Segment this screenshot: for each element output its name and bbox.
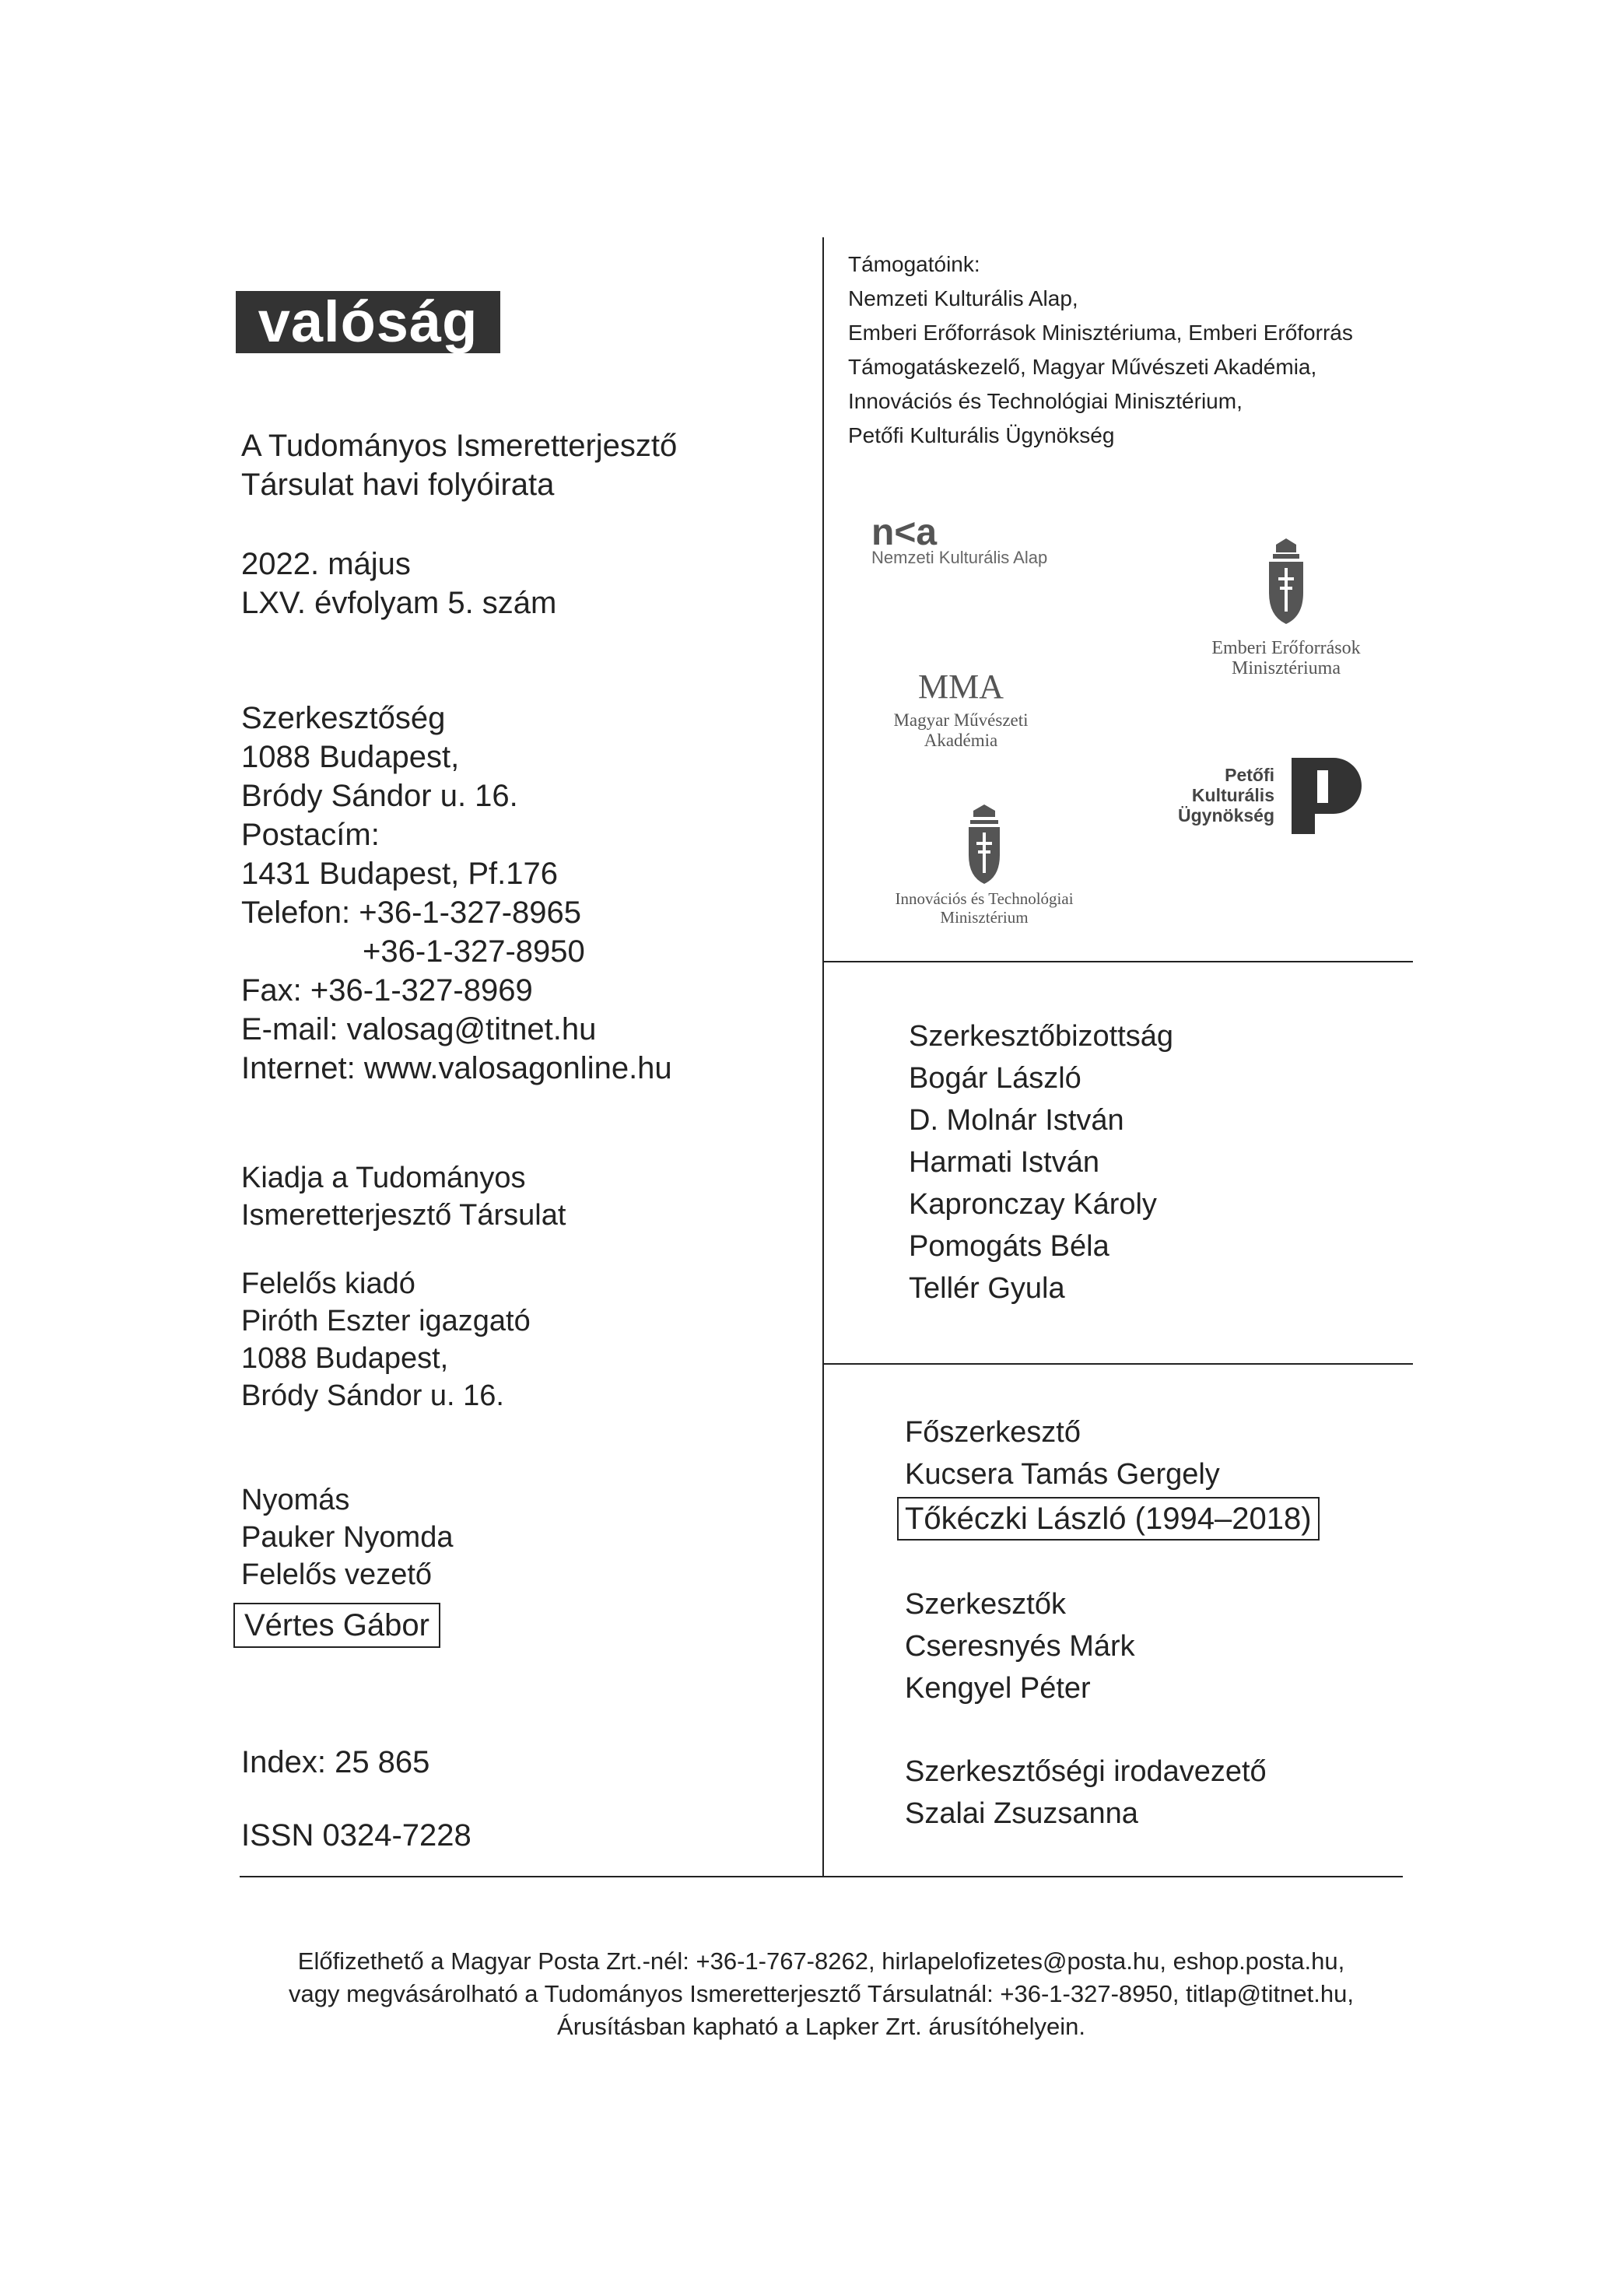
subtitle-line: A Tudományos Ismeretterjesztő	[241, 429, 678, 463]
office-manager	[905, 1751, 1267, 1835]
former-chief-editor: Tőkéczki László (1994–2018)	[897, 1497, 1320, 1541]
resp-heading: Felelős kiadó	[241, 1267, 415, 1300]
chief-editor-heading: Főszerkesztő	[905, 1416, 1081, 1449]
mma-logo	[868, 665, 1054, 755]
column-divider	[822, 237, 824, 1877]
subtitle-line: Társulat havi folyóirata	[241, 468, 555, 502]
sponsor-line: Petőfi Kulturális Ügynökség	[848, 423, 1115, 447]
itm-logo	[860, 801, 1109, 926]
editor-name: Cseresnyés Márk	[905, 1630, 1135, 1663]
nka-mark: n<a	[871, 514, 938, 553]
coat-of-arms-icon	[969, 804, 1000, 884]
office-manager-heading: Szerkesztőségi irodavezető	[905, 1755, 1267, 1788]
board-member: D. Molnár István	[909, 1104, 1124, 1137]
section-divider	[824, 1363, 1413, 1365]
board-member: Bogár László	[909, 1062, 1081, 1095]
index-number: Index: 25 865	[241, 1745, 430, 1779]
office-street: Bródy Sándor u. 16.	[241, 779, 518, 813]
sponsor-line: Támogatáskezelő, Magyar Művészeti Akadémia,	[848, 355, 1317, 379]
board-member: Pomogáts Béla	[909, 1230, 1109, 1263]
responsible-publisher	[241, 1265, 531, 1414]
issue-info	[241, 545, 556, 622]
section-divider	[824, 961, 1413, 962]
postal-address: 1431 Budapest, Pf.176	[241, 857, 558, 891]
sponsor-line: Emberi Erőforrások Minisztériuma, Emberi Erőforrás	[848, 321, 1353, 345]
phone-1: Telefon: +36-1-327-8965	[241, 896, 581, 930]
footer-divider	[240, 1876, 1403, 1877]
editors-heading: Szerkesztők	[905, 1588, 1066, 1621]
footer-line: Előfizethető a Magyar Posta Zrt.-nél: +36-1-767-8262, hirlapelofizetes@posta.hu, eshop.posta.hu,	[297, 1947, 1345, 1975]
emmi-logo	[1181, 537, 1391, 681]
editor-name: Kengyel Péter	[905, 1672, 1091, 1705]
website: Internet: www.valosagonline.hu	[241, 1051, 672, 1085]
printing-company: Pauker Nyomda	[241, 1521, 454, 1554]
editorial-office-contact	[241, 699, 672, 1088]
nka-logo	[870, 514, 1119, 568]
board-member: Kapronczay Károly	[909, 1188, 1157, 1221]
pku-name-line: Kulturális	[1191, 785, 1274, 805]
resp-city: 1088 Budapest,	[241, 1342, 449, 1375]
office-city: 1088 Budapest,	[241, 740, 460, 774]
publisher-info	[241, 1159, 566, 1234]
fax: Fax: +36-1-327-8969	[241, 973, 533, 1008]
printing-manager-name: Vértes Gábor	[233, 1603, 440, 1648]
sponsor-line: Innovációs és Technológiai Minisztérium,	[848, 389, 1243, 413]
board-member: Harmati István	[909, 1146, 1099, 1179]
publisher-line: Ismeretterjesztő Társulat	[241, 1199, 566, 1232]
chief-editor-name: Kucsera Tamás Gergely	[905, 1458, 1220, 1491]
office-manager-name: Szalai Zsuzsanna	[905, 1797, 1138, 1830]
mma-name-line: Akadémia	[924, 731, 998, 750]
pku-logo	[1142, 755, 1376, 836]
nka-name: Nemzeti Kulturális Alap	[871, 548, 1048, 567]
footer-line: Árusításban kapható a Lapker Zrt. árusítóhelyein.	[557, 2013, 1085, 2040]
issue-date: 2022. május	[241, 547, 411, 581]
issue-volume: LXV. évfolyam 5. szám	[241, 586, 557, 620]
editors	[905, 1583, 1135, 1709]
printing-manager-label: Felelős vezető	[241, 1558, 433, 1591]
board-heading: Szerkesztőbizottság	[909, 1020, 1174, 1053]
itm-name-line: Innovációs és Technológiai	[895, 889, 1074, 908]
pku-name-line: Petőfi	[1225, 765, 1274, 785]
resp-name: Piróth Eszter igazgató	[241, 1305, 531, 1337]
editorial-board	[909, 1015, 1173, 1309]
printing-info	[241, 1481, 453, 1593]
mma-name-line: Magyar Művészeti	[893, 710, 1029, 730]
issn-number: ISSN 0324-7228	[241, 1818, 471, 1853]
journal-subtitle	[241, 426, 677, 504]
emmi-name-line: Minisztériuma	[1232, 658, 1341, 678]
board-member: Tellér Gyula	[909, 1272, 1065, 1305]
printing-heading: Nyomás	[241, 1484, 350, 1516]
itm-name-line: Minisztérium	[940, 908, 1029, 926]
pku-pilcrow-icon	[1292, 758, 1362, 834]
subscription-footer	[240, 1945, 1403, 2043]
pku-name-line: Ügynökség	[1178, 805, 1274, 826]
chief-editor	[905, 1411, 1220, 1495]
publisher-line: Kiadja a Tudományos	[241, 1162, 526, 1194]
mma-mark: MMA	[917, 668, 1004, 706]
sponsors-heading: Támogatóink:	[848, 252, 980, 276]
masthead-logo: valóság	[236, 291, 500, 353]
email: E-mail: valosag@titnet.hu	[241, 1012, 597, 1046]
phone-2: +36-1-327-8950	[363, 934, 585, 969]
resp-street: Bródy Sándor u. 16.	[241, 1379, 504, 1412]
office-heading: Szerkesztőség	[241, 701, 446, 735]
sponsor-line: Nemzeti Kulturális Alap,	[848, 286, 1078, 310]
coat-of-arms-icon	[1269, 538, 1303, 624]
sponsors-list	[848, 247, 1353, 453]
footer-line: vagy megvásárolható a Tudományos Ismeretterjesztő Társulatnál: +36-1-327-8950, titlap@titnet.hu,	[289, 1980, 1354, 2007]
postal-label: Postacím:	[241, 818, 380, 852]
emmi-name-line: Emberi Erőforrások	[1211, 638, 1361, 658]
